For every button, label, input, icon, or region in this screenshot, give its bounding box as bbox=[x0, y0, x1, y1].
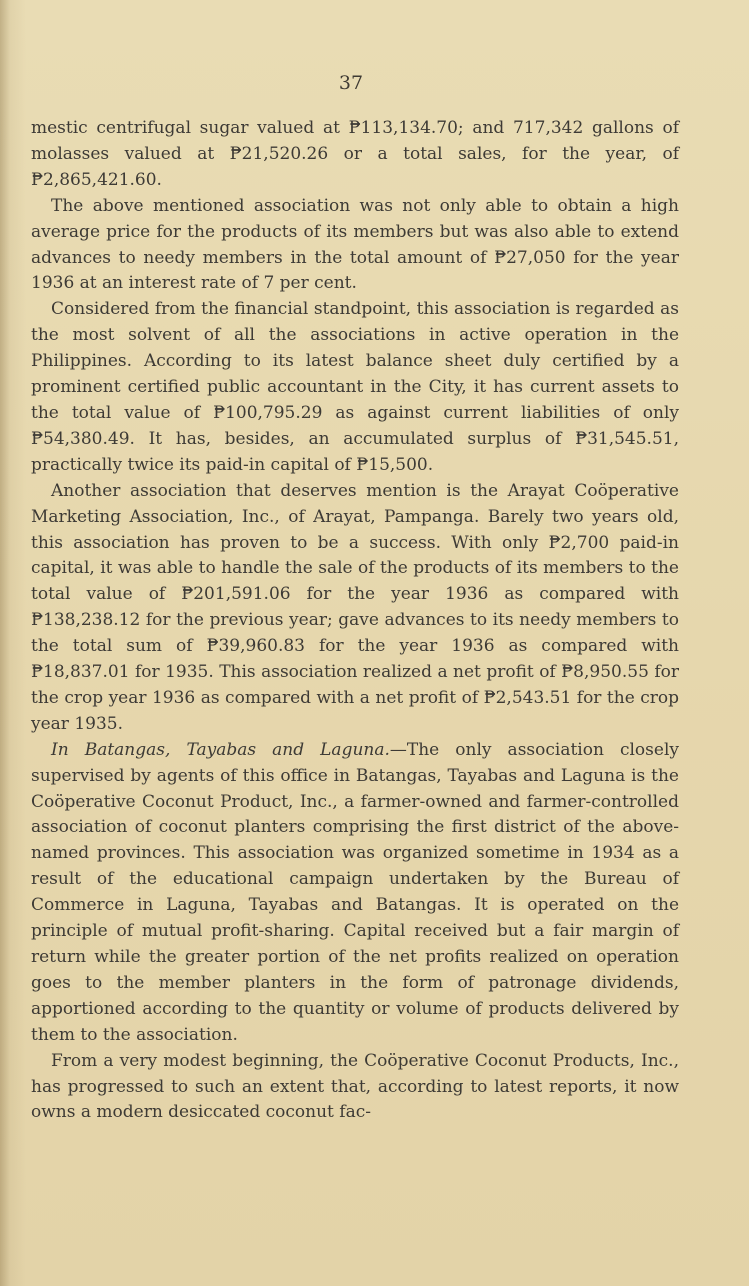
paragraph-sugar-sales: mestic centrifugal sugar valued at ₱113,134.70; and 717,342 gallons of molasses valued at ₱21,520.26 or a total sales, for the year, of ₱2,865,421.60. bbox=[31, 118, 679, 190]
section-lead-body: —The only association closely supervised by agents of this office in Batangas, Tayabas and Laguna is the Coöperative Coconut Product, Inc., a farmer-owned and farmer-controlled association of coconut planters comprising the first district of the above-named provinces. This association was organized sometime in 1934 as a result of the educational campaign undertaken by the Bureau of Commerce in Laguna, Tayabas and Batangas. It is operated on the principle of mutual profit-sharing. Capital received but a fair margin of return while the greater portion of the net profits realized on operation goes to the member planters in the form of patronage dividends, apportioned according to the quantity or volume of products delivered by them to the association. bbox=[31, 739, 679, 1045]
paragraph-arayat-association: Another association that deserves mention is the Arayat Coöperative Marketing Association, Inc., of Arayat, Pampanga. Barely two years old, this association has proven to be a success. With only ₱2,700 paid-in capital, it was able to handle the sale of the products of its members to the total value of ₱201,591.06 for the year 1936 as compared with ₱138,238.12 for the previous year; gave advances to its needy members to the total sum of ₱39,960.83 for the year 1936 as compared with ₱18,837.01 for 1935. This association realized a net profit of ₱8,950.55 for the crop year 1936 as compared with a net profit of ₱2,543.51 for the crop year 1935. bbox=[31, 480, 679, 734]
paragraph-advances: The above mentioned association was not only able to obtain a high average price for the products of its members but was also able to extend advances to needy members in the total amount of ₱27,050 for the year 1936 at an interest rate of 7 per cent. bbox=[31, 195, 679, 294]
paragraph-coconut-products: From a very modest beginning, the Coöperative Coconut Products, Inc., has progressed to such an extent that, according to latest reports, it now owns a modern desiccated coconut fac- bbox=[31, 1050, 679, 1123]
paragraph-batangas-tayabas-laguna bbox=[31, 738, 679, 1049]
page-number: 37 bbox=[338, 72, 364, 94]
section-lead-heading: In Batangas, Tayabas and Laguna. bbox=[51, 739, 390, 760]
paragraph-financial-standpoint: Considered from the financial standpoint, this association is regarded as the most solvent of all the associations in active operation in the Philippines. According to its latest balance sheet duly certified by a prominent certified public accountant in the City, it has current assets to the total value of ₱100,795.29 as against current liabilities of only ₱54,380.49. It has, besides, an accumulated surplus of ₱31,545.51, practically twice its paid-in capital of ₱15,500. bbox=[31, 299, 679, 475]
body-text bbox=[31, 116, 679, 1126]
